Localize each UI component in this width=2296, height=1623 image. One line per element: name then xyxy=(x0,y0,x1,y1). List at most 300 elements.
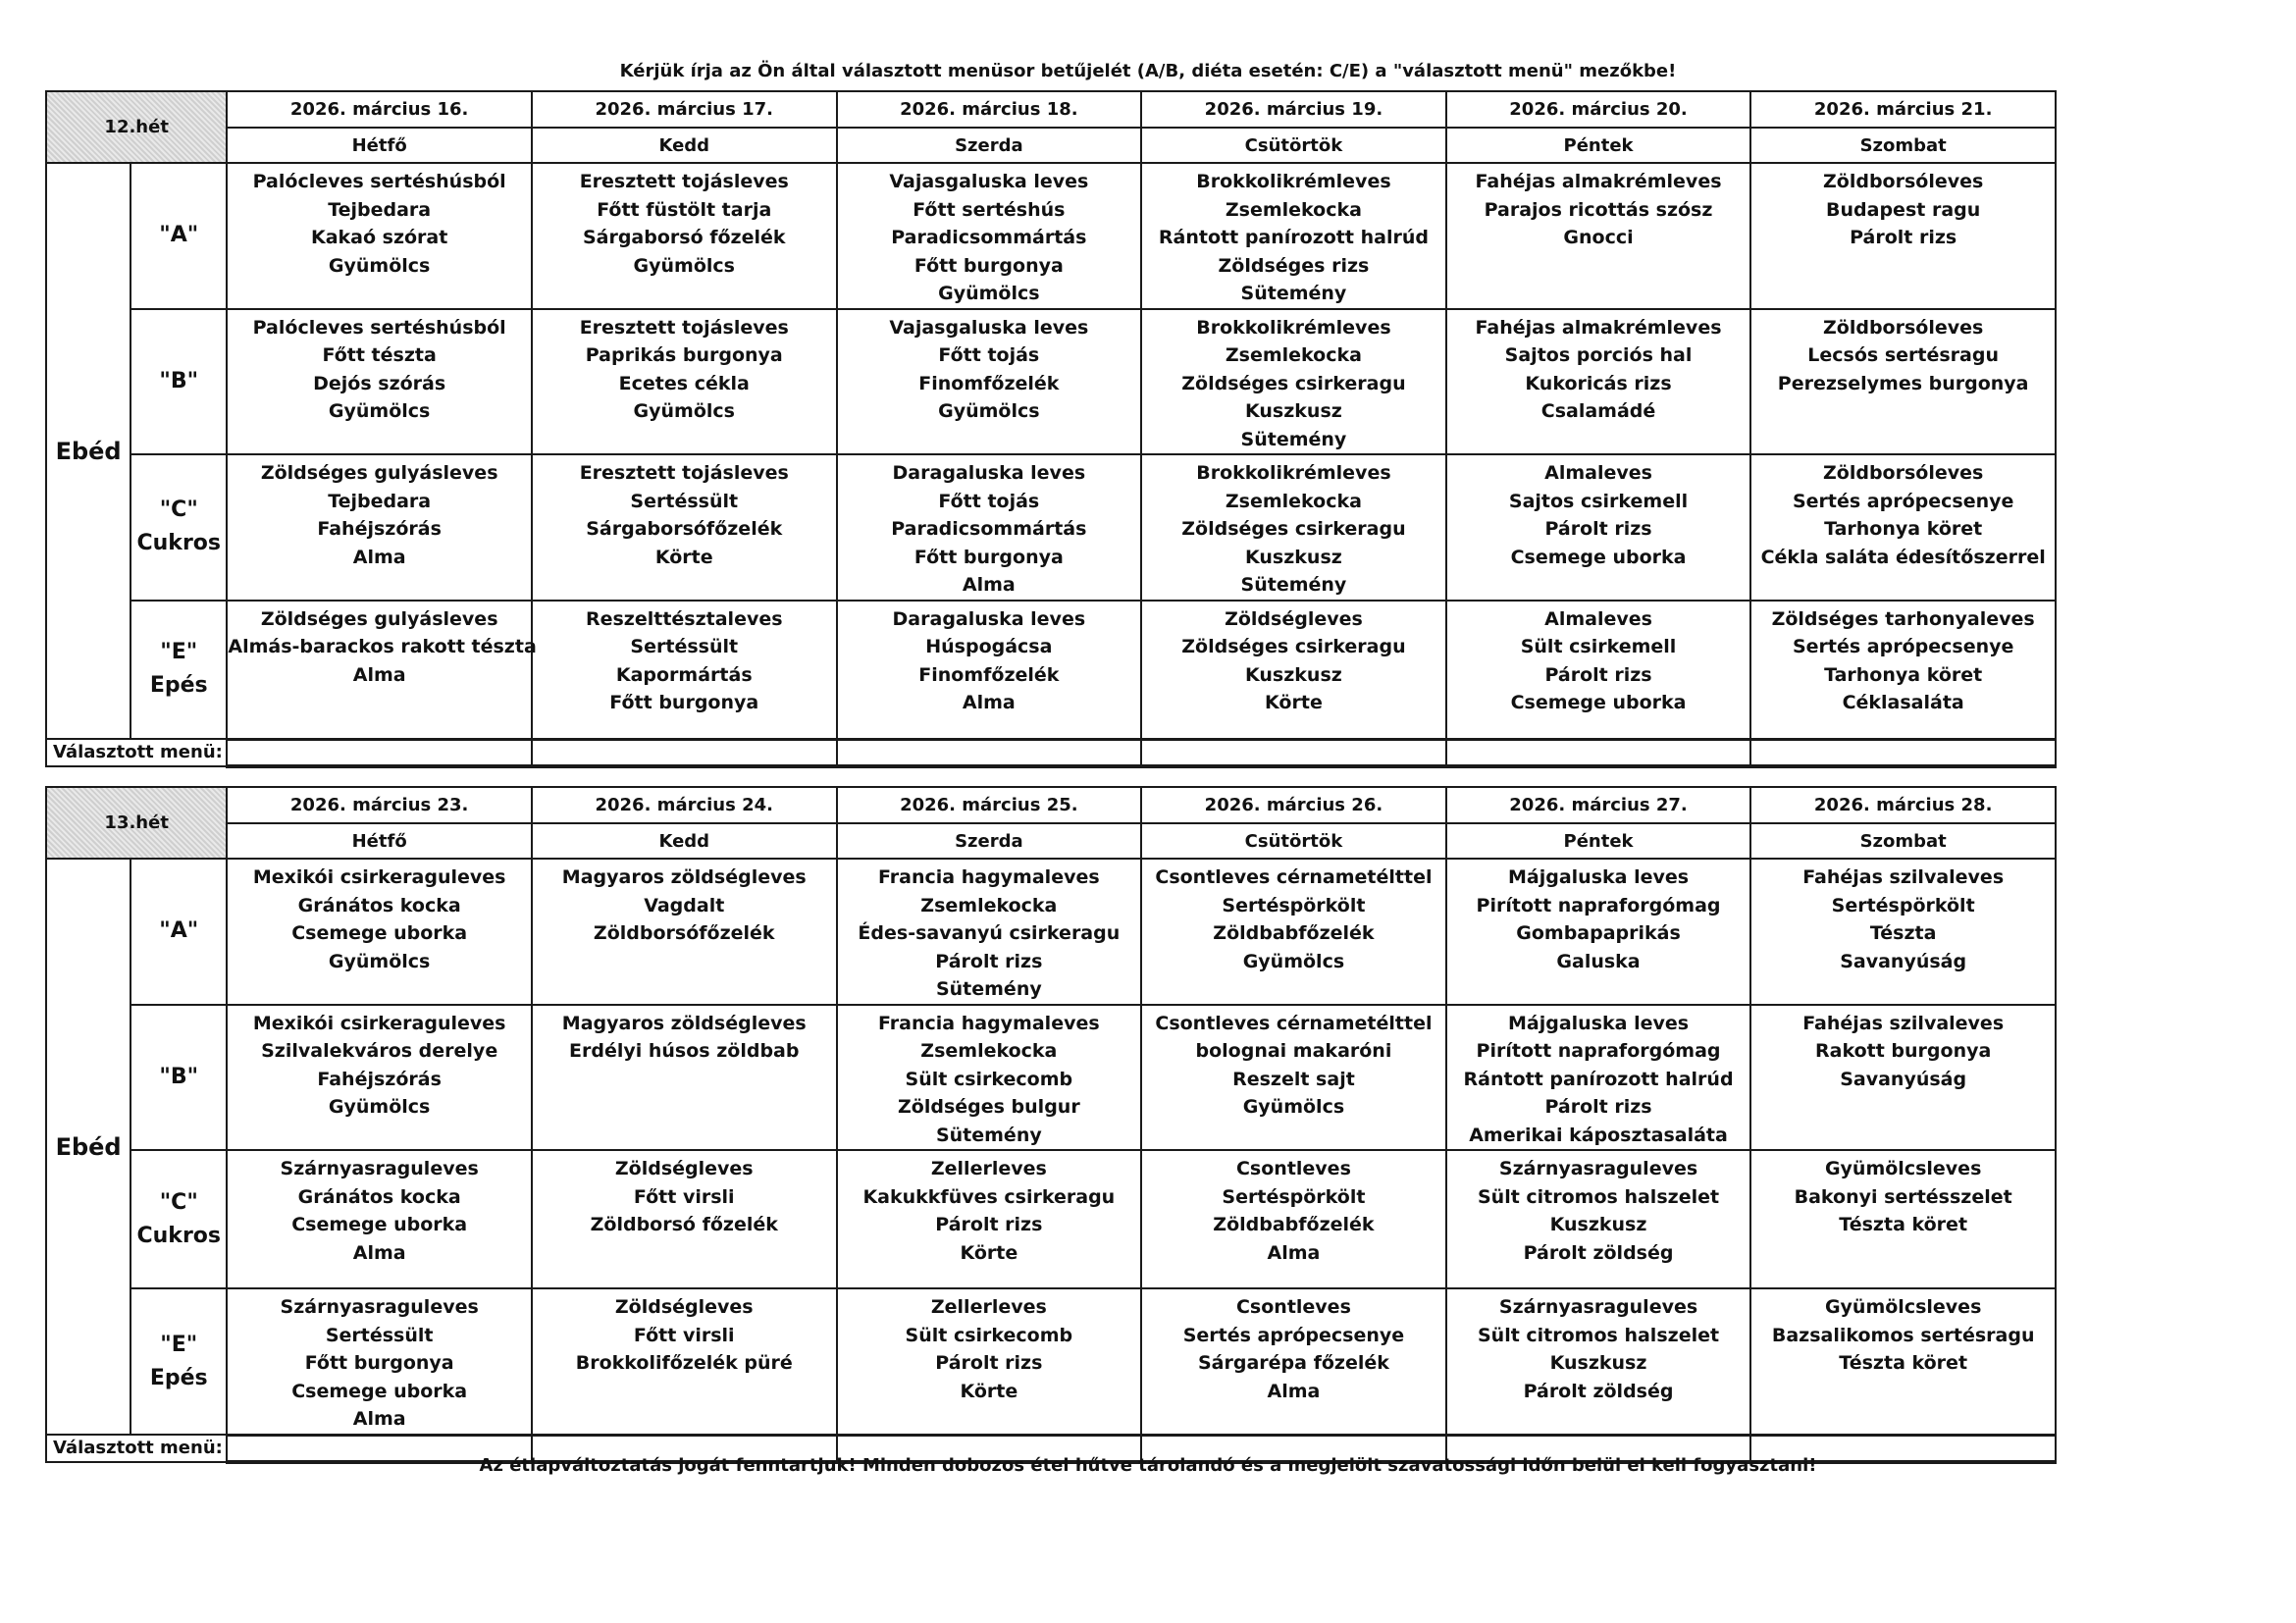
food-item: Almaleves xyxy=(1544,462,1652,484)
day-name: Kedd xyxy=(532,823,837,859)
menu-cell xyxy=(1446,859,1751,1005)
menu-row xyxy=(46,601,2056,740)
food-item: Tarhonya köret xyxy=(1824,663,1983,686)
food-item: Finomfőzelék xyxy=(918,372,1060,394)
food-item: Körte xyxy=(960,1380,1018,1402)
food-item: Főtt burgonya xyxy=(304,1352,454,1374)
menu-cell xyxy=(532,454,837,601)
food-item: Párolt rizs xyxy=(935,950,1043,972)
menu-cell xyxy=(227,1288,532,1435)
food-item: Sertéspörkölt xyxy=(1222,1185,1366,1208)
food-item: Gyümölcs xyxy=(328,1096,431,1118)
food-item: Főtt burgonya xyxy=(609,692,759,713)
food-item: Zsemlekocka xyxy=(1225,198,1362,221)
food-item: Zöldségleves xyxy=(614,1296,754,1318)
food-item: Gyümölcs xyxy=(328,950,431,972)
selected-menu-label: Választott menü: xyxy=(46,1435,227,1462)
food-item: Főtt burgonya xyxy=(913,254,1064,277)
selected-menu-field[interactable] xyxy=(227,739,532,766)
food-item: Fahéjszórás xyxy=(317,1068,442,1090)
menu-cell xyxy=(1141,859,1446,1005)
food-item: Sertéspörkölt xyxy=(1222,894,1366,916)
food-item: Gyümölcs xyxy=(633,400,735,422)
menu-cell xyxy=(227,309,532,455)
meal-label: Ebéd xyxy=(46,163,130,739)
menu-label xyxy=(130,1150,227,1288)
day-date: 2026. március 25. xyxy=(837,787,1142,823)
menu-cell xyxy=(1750,859,2056,1005)
food-item: Daragaluska leves xyxy=(892,462,1086,484)
menu-cell xyxy=(227,454,532,601)
food-item: Pirított napraforgómag xyxy=(1476,1040,1721,1062)
food-item: Sertéssült xyxy=(630,636,739,657)
food-item: Lecsós sertésragu xyxy=(1807,344,2000,366)
day-date: 2026. március 28. xyxy=(1750,787,2056,823)
food-item: Tészta köret xyxy=(1839,1214,1968,1235)
food-item: Zöldségleves xyxy=(614,1158,754,1179)
food-item: Gyümölcsleves xyxy=(1824,1296,1982,1318)
day-name-row xyxy=(46,128,2056,163)
food-item: Fahéjas almakrémleves xyxy=(1475,171,1722,192)
food-item: Zöldbabfőzelék xyxy=(1213,1214,1375,1235)
food-item: Zöldséges rizs xyxy=(1218,254,1370,277)
food-item: Fahéjas almakrémleves xyxy=(1475,316,1722,339)
day-name: Kedd xyxy=(532,128,837,163)
menu-cell xyxy=(532,1288,837,1435)
food-item: Sajtos csirkemell xyxy=(1508,490,1689,512)
food-item: Zöldborsóleves xyxy=(1823,171,1984,192)
food-item: Főtt tojás xyxy=(938,490,1040,512)
food-item: Budapest ragu xyxy=(1826,198,1981,221)
menu-label xyxy=(130,601,227,740)
food-item: Párolt rizs xyxy=(935,1352,1043,1374)
food-item: Mexikói csirkeraguleves xyxy=(252,1012,506,1034)
menu-cell xyxy=(532,859,837,1005)
food-item: Sütemény xyxy=(1240,574,1347,596)
food-item: Csemege uborka xyxy=(291,922,468,944)
food-item: Paradicsommártás xyxy=(891,227,1087,248)
selected-menu-field[interactable] xyxy=(532,739,837,766)
menu-row xyxy=(46,1150,2056,1288)
menu-label xyxy=(130,309,227,455)
food-item: Zsemlekocka xyxy=(1225,490,1362,512)
food-item: Gyümölcs xyxy=(328,400,431,422)
menu-cell xyxy=(1141,454,1446,601)
food-item: Zöldbabfőzelék xyxy=(1213,922,1375,944)
food-item: Almaleves xyxy=(1544,607,1652,630)
food-item: Zsemlekocka xyxy=(920,894,1058,916)
meal-label: Ebéd xyxy=(46,859,130,1435)
food-item: Főtt füstölt tarja xyxy=(597,198,772,221)
food-item: Vagdalt xyxy=(644,894,725,916)
food-item: Sült csirkecomb xyxy=(905,1324,1073,1346)
menu-row xyxy=(46,859,2056,1005)
food-item: Mexikói csirkeraguleves xyxy=(252,866,506,888)
food-item: Perezselymes burgonya xyxy=(1777,372,2029,394)
food-item: Párolt zöldség xyxy=(1523,1380,1674,1402)
food-item: Gnocci xyxy=(1563,227,1634,248)
food-item: Reszelt sajt xyxy=(1232,1068,1355,1090)
food-item: Gyümölcs xyxy=(633,254,735,277)
menu-cell xyxy=(1750,1288,2056,1435)
selected-menu-field[interactable] xyxy=(1141,739,1446,766)
day-date: 2026. március 23. xyxy=(227,787,532,823)
food-item: Reszelttésztaleves xyxy=(585,607,783,630)
food-item: Csontleves xyxy=(1235,1158,1351,1179)
food-item: Rántott panírozott halrúd xyxy=(1158,227,1429,248)
food-item: Csemege uborka xyxy=(1510,546,1687,568)
day-date: 2026. március 21. xyxy=(1750,91,2056,128)
food-item: Gyümölcs xyxy=(938,283,1040,304)
day-name: Csütörtök xyxy=(1141,128,1446,163)
menu-cell xyxy=(532,163,837,309)
diet-label: Epés xyxy=(149,1365,208,1390)
menu-cell xyxy=(1750,601,2056,740)
food-item: Sertéssült xyxy=(630,490,739,512)
food-item: Főtt virsli xyxy=(633,1324,735,1346)
menu-cell xyxy=(1750,1150,2056,1288)
food-item: Francia hagymaleves xyxy=(878,1012,1100,1034)
food-item: Zöldséges csirkeragu xyxy=(1181,518,1406,540)
food-item: bolognai makaróni xyxy=(1195,1040,1392,1062)
menu-row xyxy=(46,454,2056,601)
date-row xyxy=(46,91,2056,128)
food-item: Alma xyxy=(1267,1380,1321,1402)
food-item: Sertés aprópecsenye xyxy=(1792,490,2014,512)
food-item: Eresztett tojásleves xyxy=(579,316,789,339)
menu-cell xyxy=(1446,1005,1751,1151)
menu-code: "E" xyxy=(160,640,198,665)
menu-cell xyxy=(837,1150,1142,1288)
food-item: Fahéjszórás xyxy=(317,518,442,540)
menu-cell xyxy=(1446,601,1751,740)
food-item: Gombapaprikás xyxy=(1516,922,1681,944)
food-item: Bakonyi sertésszelet xyxy=(1794,1185,2012,1208)
day-name: Szerda xyxy=(837,823,1142,859)
food-item: Kuszkusz xyxy=(1549,1214,1647,1235)
food-item: Kapormártás xyxy=(615,663,753,686)
food-item: Alma xyxy=(352,1241,406,1264)
food-item: Sárgaborsó főzelék xyxy=(582,227,786,248)
menu-code: "C" xyxy=(159,497,198,523)
menu-cell xyxy=(1446,163,1751,309)
food-item: Brokkolifőzelék püré xyxy=(575,1352,793,1374)
menu-cell xyxy=(227,163,532,309)
food-item: Palócleves sertéshúsból xyxy=(252,316,506,339)
day-name: Péntek xyxy=(1446,128,1751,163)
disclaimer-footer: Az étlapváltoztatás jogát fenntartjuk! Minden dobozos étel hűtve tárolandó és a megjelölt szavatossági időn belül el kell fogyasztani! xyxy=(479,1455,1817,1476)
food-item: Paprikás burgonya xyxy=(585,344,783,366)
menu-cell xyxy=(837,601,1142,740)
food-item: Párolt rizs xyxy=(935,1214,1043,1235)
food-item: Zöldborsóleves xyxy=(1823,462,1984,484)
food-item: Kuszkusz xyxy=(1245,400,1342,422)
menu-cell xyxy=(1446,1288,1751,1435)
food-item: Almás-barackos rakott tészta xyxy=(228,636,537,657)
instruction-header: Kérjük írja az Ön által választott menüsor betűjelét (A/B, diéta esetén: C/E) a "választott menü" mezőkbe! xyxy=(619,61,1677,81)
food-item: Csalamádé xyxy=(1540,400,1656,422)
food-item: Körte xyxy=(654,546,713,568)
food-item: Rakott burgonya xyxy=(1815,1040,1992,1062)
food-item: Kukoricás rizs xyxy=(1525,372,1672,394)
day-date: 2026. március 26. xyxy=(1141,787,1446,823)
food-item: Céklasaláta xyxy=(1842,692,1964,713)
menu-cell xyxy=(1141,601,1446,740)
food-item: Francia hagymaleves xyxy=(878,866,1100,888)
food-item: Sertéspörkölt xyxy=(1831,894,1975,916)
food-item: Alma xyxy=(962,574,1016,596)
menu-label xyxy=(130,1288,227,1435)
food-item: Gyümölcs xyxy=(1242,1096,1345,1118)
food-item: Fahéjas szilvaleves xyxy=(1802,1012,2005,1034)
food-item: Csontleves xyxy=(1235,1296,1351,1318)
food-item: Körte xyxy=(1265,692,1323,713)
food-item: Sütemény xyxy=(1240,428,1347,450)
menu-label xyxy=(130,859,227,1005)
week-label: 13.hét xyxy=(46,787,227,859)
food-item: Szárnyasraguleves xyxy=(1498,1296,1698,1318)
food-item: Sült citromos halszelet xyxy=(1477,1185,1720,1208)
food-item: Vajasgaluska leves xyxy=(889,316,1089,339)
food-item: Sertés aprópecsenye xyxy=(1182,1324,1405,1346)
food-item: Kakukkfüves csirkeragu xyxy=(862,1185,1116,1208)
food-item: Főtt tészta xyxy=(322,344,437,366)
food-item: Gyümölcs xyxy=(328,254,431,277)
food-item: Párolt rizs xyxy=(1544,518,1652,540)
food-item: Zöldséges csirkeragu xyxy=(1181,372,1406,394)
food-item: Tészta köret xyxy=(1839,1352,1968,1374)
day-name: Hétfő xyxy=(227,128,532,163)
food-item: Zöldborsófőzelék xyxy=(593,922,775,944)
selected-menu-field[interactable] xyxy=(837,739,1142,766)
food-item: Zöldséges bulgur xyxy=(898,1096,1080,1118)
food-item: Sárgarépa főzelék xyxy=(1197,1352,1389,1374)
food-item: Párolt rizs xyxy=(1544,663,1652,686)
food-item: Brokkolikrémleves xyxy=(1196,316,1391,339)
menu-cell xyxy=(227,1005,532,1151)
food-item: Szárnyasraguleves xyxy=(280,1296,479,1318)
menu-row xyxy=(46,163,2056,309)
menu-cell xyxy=(532,601,837,740)
diet-label: Cukros xyxy=(136,531,221,556)
food-item: Bazsalikomos sertésragu xyxy=(1771,1324,2035,1346)
food-item: Csemege uborka xyxy=(291,1380,468,1402)
week-label: 12.hét xyxy=(46,91,227,163)
selected-menu-field[interactable] xyxy=(1446,739,1751,766)
food-item: Savanyúság xyxy=(1840,950,1967,972)
food-item: Sült csirkecomb xyxy=(905,1068,1073,1090)
food-item: Zöldséges tarhonyaleves xyxy=(1771,607,2035,630)
food-item: Fahéjas szilvaleves xyxy=(1802,866,2005,888)
day-date: 2026. március 18. xyxy=(837,91,1142,128)
food-item: Körte xyxy=(960,1241,1018,1264)
week-menu-table xyxy=(45,90,2057,768)
food-item: Sajtos porciós hal xyxy=(1504,344,1693,366)
menu-code: "B" xyxy=(159,1064,199,1089)
menu-cell xyxy=(1750,454,2056,601)
food-item: Rántott panírozott halrúd xyxy=(1463,1068,1734,1090)
menu-cell xyxy=(1446,454,1751,601)
food-item: Párolt rizs xyxy=(1850,227,1957,248)
food-item: Csemege uborka xyxy=(1510,692,1687,713)
menu-cell xyxy=(1750,1005,2056,1151)
food-item: Ecetes cékla xyxy=(618,372,750,394)
food-item: Alma xyxy=(352,663,406,686)
food-item: Gránátos kocka xyxy=(297,894,461,916)
diet-label: Epés xyxy=(149,673,208,699)
menu-cell xyxy=(837,1288,1142,1435)
food-item: Daragaluska leves xyxy=(892,607,1086,630)
menu-cell xyxy=(1750,309,2056,455)
food-item: Gyümölcsleves xyxy=(1824,1158,1982,1179)
menu-row xyxy=(46,309,2056,455)
food-item: Tejbedara xyxy=(328,198,432,221)
food-item: Főtt tojás xyxy=(938,344,1040,366)
food-item: Zöldborsóleves xyxy=(1823,316,1984,339)
food-item: Csemege uborka xyxy=(291,1214,468,1235)
food-item: Zöldséges csirkeragu xyxy=(1181,636,1406,657)
food-item: Kuszkusz xyxy=(1245,663,1342,686)
food-item: Zöldséges gulyásleves xyxy=(260,462,498,484)
food-item: Párolt zöldség xyxy=(1523,1241,1674,1264)
menu-row xyxy=(46,1288,2056,1435)
menu-cell xyxy=(1446,309,1751,455)
food-item: Alma xyxy=(352,1408,406,1430)
menu-cell xyxy=(837,859,1142,1005)
food-item: Sárgaborsófőzelék xyxy=(586,518,783,540)
food-item: Zöldségleves xyxy=(1225,607,1363,630)
food-item: Alma xyxy=(352,546,406,568)
food-item: Főtt sertéshús xyxy=(913,198,1066,221)
date-row xyxy=(46,787,2056,823)
menu-cell xyxy=(227,859,532,1005)
menu-cell xyxy=(1446,1150,1751,1288)
selected-menu-label: Választott menü: xyxy=(46,739,227,766)
day-date: 2026. március 20. xyxy=(1446,91,1751,128)
food-item: Palócleves sertéshúsból xyxy=(252,171,506,192)
food-item: Sütemény xyxy=(1240,283,1347,304)
food-item: Tejbedara xyxy=(328,490,432,512)
diet-label: Cukros xyxy=(136,1223,221,1248)
menu-code: "A" xyxy=(159,223,199,248)
food-item: Főtt burgonya xyxy=(913,546,1064,568)
food-item: Sertéssült xyxy=(325,1324,434,1346)
food-item: Sertés aprópecsenye xyxy=(1792,636,2014,657)
menu-label xyxy=(130,163,227,309)
food-item: Zellerleves xyxy=(930,1296,1047,1318)
food-item: Zöldborsó főzelék xyxy=(590,1214,778,1235)
food-item: Alma xyxy=(1267,1241,1321,1264)
food-item: Brokkolikrémleves xyxy=(1196,171,1391,192)
food-item: Kakaó szórat xyxy=(310,227,448,248)
day-date: 2026. március 19. xyxy=(1141,91,1446,128)
food-item: Alma xyxy=(962,692,1016,713)
menu-cell xyxy=(1750,163,2056,309)
food-item: Galuska xyxy=(1556,950,1641,972)
day-name: Hétfő xyxy=(227,823,532,859)
food-item: Húspogácsa xyxy=(925,636,1053,657)
food-item: Gyümölcs xyxy=(1242,950,1345,972)
food-item: Zsemlekocka xyxy=(920,1040,1058,1062)
food-item: Édes-savanyú csirkeragu xyxy=(858,922,1121,944)
menu-cell xyxy=(1141,163,1446,309)
day-name: Csütörtök xyxy=(1141,823,1446,859)
food-item: Szilvalekváros derelye xyxy=(261,1040,498,1062)
menu-cell xyxy=(532,309,837,455)
food-item: Sütemény xyxy=(935,978,1042,1000)
day-date: 2026. március 24. xyxy=(532,787,837,823)
menu-code: "A" xyxy=(159,918,199,944)
food-item: Pirított napraforgómag xyxy=(1476,894,1721,916)
food-item: Gyümölcs xyxy=(938,400,1040,422)
food-item: Főtt virsli xyxy=(633,1185,735,1208)
food-item: Eresztett tojásleves xyxy=(579,171,789,192)
food-item: Savanyúság xyxy=(1840,1068,1967,1090)
menu-cell xyxy=(1141,309,1446,455)
food-item: Magyaros zöldségleves xyxy=(561,866,807,888)
food-item: Magyaros zöldségleves xyxy=(561,1012,807,1034)
menu-cell xyxy=(837,1005,1142,1151)
menu-cell xyxy=(1141,1150,1446,1288)
menu-cell xyxy=(1141,1288,1446,1435)
food-item: Májgaluska leves xyxy=(1508,1012,1690,1034)
day-name: Péntek xyxy=(1446,823,1751,859)
menu-cell xyxy=(227,1150,532,1288)
food-item: Tarhonya köret xyxy=(1824,518,1983,540)
selected-menu-row xyxy=(46,739,2056,766)
food-item: Sütemény xyxy=(935,1124,1042,1146)
food-item: Zsemlekocka xyxy=(1225,344,1362,366)
menu-code: "C" xyxy=(159,1189,198,1215)
food-item: Csontleves cérnametélttel xyxy=(1155,1012,1433,1034)
menu-cell xyxy=(1141,1005,1446,1151)
day-name: Szombat xyxy=(1750,128,2056,163)
day-date: 2026. március 16. xyxy=(227,91,532,128)
food-item: Májgaluska leves xyxy=(1508,866,1690,888)
food-item: Kuszkusz xyxy=(1245,546,1342,568)
menu-code: "E" xyxy=(160,1332,198,1357)
menu-label xyxy=(130,1005,227,1151)
menu-cell xyxy=(837,309,1142,455)
menu-row xyxy=(46,1005,2056,1151)
food-item: Vajasgaluska leves xyxy=(889,171,1089,192)
menu-label xyxy=(130,454,227,601)
day-date: 2026. március 17. xyxy=(532,91,837,128)
food-item: Eresztett tojásleves xyxy=(579,462,789,484)
selected-menu-field[interactable] xyxy=(1750,739,2056,766)
food-item: Sült citromos halszelet xyxy=(1477,1324,1720,1346)
day-date: 2026. március 27. xyxy=(1446,787,1751,823)
food-item: Paradicsommártás xyxy=(891,518,1087,540)
menu-cell xyxy=(837,163,1142,309)
food-item: Amerikai káposztasaláta xyxy=(1469,1124,1728,1146)
food-item: Párolt rizs xyxy=(1544,1096,1652,1118)
food-item: Parajos ricottás szósz xyxy=(1484,198,1713,221)
food-item: Zöldséges gulyásleves xyxy=(260,607,498,630)
food-item: Tészta xyxy=(1869,922,1937,944)
menu-cell xyxy=(837,454,1142,601)
food-item: Kuszkusz xyxy=(1549,1352,1647,1374)
food-item: Szárnyasraguleves xyxy=(280,1158,479,1179)
menu-cell xyxy=(532,1005,837,1151)
menu-cell xyxy=(532,1150,837,1288)
day-name: Szerda xyxy=(837,128,1142,163)
food-item: Finomfőzelék xyxy=(918,663,1060,686)
food-item: Erdélyi húsos zöldbab xyxy=(569,1040,800,1062)
food-item: Zellerleves xyxy=(930,1158,1047,1179)
day-name: Szombat xyxy=(1750,823,2056,859)
menu-code: "B" xyxy=(159,368,199,393)
